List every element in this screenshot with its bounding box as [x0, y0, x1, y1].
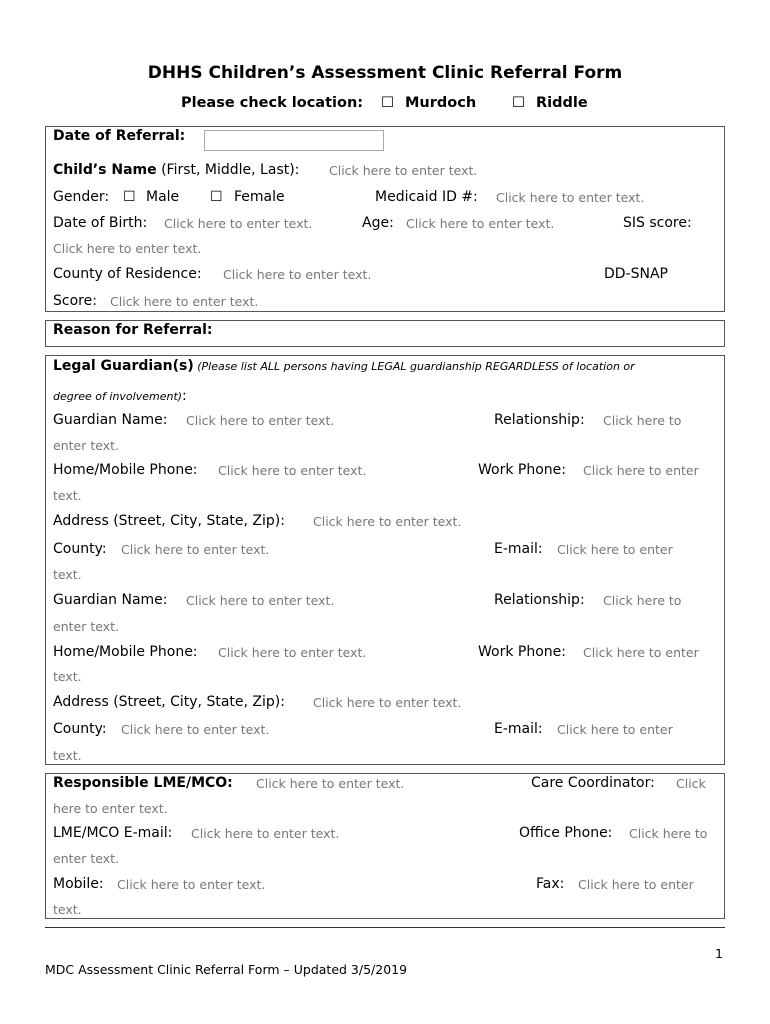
guardian1-work-phone-field[interactable]: Click here to enter [583, 463, 699, 478]
dob-field[interactable]: Click here to enter text. [164, 216, 313, 231]
guardian2-home-phone-label: Home/Mobile Phone: [53, 644, 198, 660]
guardian2-email-field[interactable]: Click here to enter [557, 722, 673, 737]
guardian2-name-label: Guardian Name: [53, 592, 168, 608]
guardian1-home-phone-label: Home/Mobile Phone: [53, 462, 198, 478]
footer-text: MDC Assessment Clinic Referral Form – Updated 3/5/2019 [45, 962, 408, 977]
guardian2-relationship-field-cont[interactable]: enter text. [53, 619, 119, 634]
guardian2-relationship-field[interactable]: Click here to [603, 593, 682, 608]
murdoch-checkbox[interactable]: ☐ [381, 95, 394, 111]
guardian2-address-label: Address (Street, City, State, Zip): [53, 694, 285, 710]
legal-guardian-header: Legal Guardian(s) (Please list ALL persons having LEGAL guardianship REGARDLESS of location or [53, 358, 635, 374]
fax-label: Fax: [536, 876, 565, 892]
guardian1-relationship-label: Relationship: [494, 412, 585, 428]
footer-divider [45, 927, 725, 928]
responsible-lme-label: Responsible LME/MCO: [53, 775, 233, 791]
male-label: Male [146, 189, 180, 205]
age-field[interactable]: Click here to enter text. [406, 216, 555, 231]
guardian1-address-label: Address (Street, City, State, Zip): [53, 513, 285, 529]
guardian2-home-phone-field[interactable]: Click here to enter text. [218, 645, 367, 660]
office-phone-field[interactable]: Click here to [629, 826, 708, 841]
guardian2-name-field[interactable]: Click here to enter text. [186, 593, 335, 608]
female-label: Female [234, 189, 285, 205]
guardian1-name-field[interactable]: Click here to enter text. [186, 413, 335, 428]
guardian1-email-label: E-mail: [494, 541, 543, 557]
riddle-checkbox[interactable]: ☐ [512, 95, 525, 111]
childs-name-field[interactable]: Click here to enter text. [329, 163, 478, 178]
male-checkbox[interactable]: ☐ [123, 189, 136, 205]
riddle-label: Riddle [536, 95, 588, 111]
care-coordinator-field[interactable]: Click [676, 776, 706, 791]
guardian2-address-field[interactable]: Click here to enter text. [313, 695, 462, 710]
date-of-referral-field[interactable] [204, 130, 384, 151]
sis-score-label: SIS score: [623, 215, 692, 231]
guardian1-work-phone-label: Work Phone: [478, 462, 566, 478]
location-label: Please check location: [181, 95, 364, 111]
mobile-field[interactable]: Click here to enter text. [117, 877, 266, 892]
guardian2-county-field[interactable]: Click here to enter text. [121, 722, 270, 737]
legal-guardian-note: degree of involvement): [53, 388, 187, 404]
female-checkbox[interactable]: ☐ [210, 189, 223, 205]
dob-label: Date of Birth: [53, 215, 148, 231]
date-of-referral-label: Date of Referral: [53, 128, 186, 144]
medicaid-label: Medicaid ID #: [375, 189, 478, 205]
guardian1-name-label: Guardian Name: [53, 412, 168, 428]
score-field[interactable]: Click here to enter text. [110, 294, 259, 309]
score-label: Score: [53, 293, 97, 309]
medicaid-field[interactable]: Click here to enter text. [496, 190, 645, 205]
lme-email-label: LME/MCO E-mail: [53, 825, 173, 841]
guardian1-relationship-field-cont[interactable]: enter text. [53, 438, 119, 453]
county-of-residence-field[interactable]: Click here to enter text. [223, 267, 372, 282]
guardian1-home-phone-field[interactable]: Click here to enter text. [218, 463, 367, 478]
guardian1-county-field[interactable]: Click here to enter text. [121, 542, 270, 557]
guardian2-email-field-cont[interactable]: text. [53, 748, 82, 763]
guardian1-email-field[interactable]: Click here to enter [557, 542, 673, 557]
page-number: 1 [715, 946, 723, 961]
responsible-lme-field[interactable]: Click here to enter text. [256, 776, 405, 791]
guardian2-county-label: County: [53, 721, 107, 737]
guardian2-work-phone-field-cont[interactable]: text. [53, 669, 82, 684]
guardian1-address-field[interactable]: Click here to enter text. [313, 514, 462, 529]
guardian1-relationship-field[interactable]: Click here to [603, 413, 682, 428]
guardian2-email-label: E-mail: [494, 721, 543, 737]
reason-for-referral-label: Reason for Referral: [53, 322, 213, 338]
dd-snap-label: DD-SNAP [604, 266, 668, 282]
fax-field-cont[interactable]: text. [53, 902, 82, 917]
guardian2-work-phone-field[interactable]: Click here to enter [583, 645, 699, 660]
fax-field[interactable]: Click here to enter [578, 877, 694, 892]
age-label: Age: [362, 215, 394, 231]
childs-name-label: Child’s Name (First, Middle, Last): [53, 162, 300, 178]
guardian2-work-phone-label: Work Phone: [478, 644, 566, 660]
lme-email-field[interactable]: Click here to enter text. [191, 826, 340, 841]
care-coordinator-label: Care Coordinator: [531, 775, 655, 791]
office-phone-field-cont[interactable]: enter text. [53, 851, 119, 866]
sis-score-field[interactable]: Click here to enter text. [53, 241, 202, 256]
form-title: DHHS Children’s Assessment Clinic Referral Form [147, 63, 623, 83]
office-phone-label: Office Phone: [519, 825, 613, 841]
guardian1-county-label: County: [53, 541, 107, 557]
gender-label: Gender: [53, 189, 110, 205]
lme-mco-section [45, 773, 725, 919]
mobile-label: Mobile: [53, 876, 104, 892]
county-of-residence-label: County of Residence: [53, 266, 202, 282]
guardian1-work-phone-field-cont[interactable]: text. [53, 488, 82, 503]
care-coordinator-field-cont[interactable]: here to enter text. [53, 801, 168, 816]
murdoch-label: Murdoch [405, 95, 477, 111]
guardian1-email-field-cont[interactable]: text. [53, 567, 82, 582]
guardian2-relationship-label: Relationship: [494, 592, 585, 608]
